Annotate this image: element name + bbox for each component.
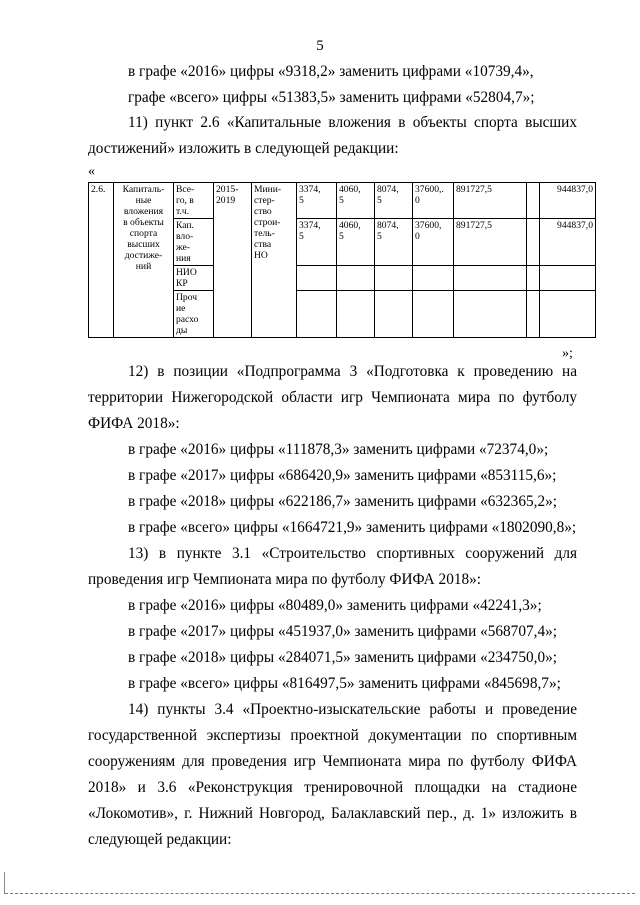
- text-line: сооружениям для проведения игр Чемпионата мира по футболу ФИФА: [88, 753, 577, 770]
- item-12-heading: 12) в позиции «Подпрограмма 3 «Подготовка к проведению на: [128, 363, 577, 380]
- cell-empty: [337, 291, 375, 338]
- text-line: в графе «2017» цифры «686420,9» заменить цифрами «853115,6»;: [128, 467, 557, 484]
- cell-empty: [540, 266, 596, 291]
- cell-value: 891727,5: [454, 183, 527, 219]
- cell-empty: [375, 291, 413, 338]
- cell-empty: [527, 291, 540, 338]
- cell-value: 3374, 5: [297, 183, 337, 219]
- item-11-heading: 11) пункт 2.6 «Капитальные вложения в объекты спорта высших: [128, 114, 577, 131]
- cell-value: 4060, 5: [337, 219, 375, 266]
- cell-empty: [413, 266, 454, 291]
- program-table: [88, 182, 596, 338]
- cell-source-total: Все- го, в т.ч.: [174, 183, 214, 219]
- cell-empty: [297, 291, 337, 338]
- cell-source-niokr: НИО КР: [174, 266, 214, 291]
- scan-edge-mark: [4, 872, 5, 894]
- text-line: «Локомотив», г. Нижний Новгород, Балаклавский пер., д. 1» изложить в: [88, 805, 577, 822]
- open-quote: «: [88, 164, 95, 179]
- page-number: 5: [316, 38, 324, 54]
- cell-value: 3374, 5: [297, 219, 337, 266]
- cell-value: 891727,5: [454, 219, 527, 266]
- text-line: в графе «2017» цифры «451937,0» заменить цифрами «568707,4»;: [128, 623, 557, 640]
- cell-source-other: Проч ие расхо ды: [174, 291, 214, 338]
- cell-empty: [337, 266, 375, 291]
- cell-source-capital: Кап. вло- же- ния: [174, 219, 214, 266]
- cell-value: [527, 219, 540, 266]
- text-line: ФИФА 2018»:: [88, 415, 180, 432]
- close-quote: »;: [562, 346, 573, 361]
- cell-value: 37600,. 0: [413, 183, 454, 219]
- text-line: в графе «всего» цифры «816497,5» заменить цифрами «845698,7»;: [128, 675, 561, 692]
- cell-value: 8074, 5: [375, 219, 413, 266]
- cell-value: 4060, 5: [337, 183, 375, 219]
- text-line: в графе «2018» цифры «622186,7» заменить цифрами «632365,2»;: [128, 493, 557, 510]
- text-line: в графе «всего» цифры «1664721,9» заменить цифрами «1802090,8»;: [128, 519, 577, 536]
- cell-empty: [540, 291, 596, 338]
- cell-empty: [297, 266, 337, 291]
- item-13-heading: 13) в пункте 3.1 «Строительство спортивных сооружений для: [128, 545, 577, 562]
- text-line: графе «всего» цифры «51383,5» заменить цифрами «52804,7»;: [128, 89, 535, 106]
- cell-name: Капиталь- ные вложения в объекты спорта высших достиже- ний: [114, 183, 174, 338]
- cell-empty: [454, 266, 527, 291]
- item-14-heading: 14) пункты 3.4 «Проектно-изыскательские работы и проведение: [128, 701, 577, 718]
- text-line: следующей редакции:: [88, 831, 232, 848]
- text-line: в графе «2016» цифры «9318,2» заменить цифрами «10739,4»,: [128, 63, 534, 80]
- cell-num: 2.6.: [89, 183, 114, 338]
- text-line: проведения игр Чемпионата мира по футболу ФИФА 2018»:: [88, 571, 482, 588]
- cell-total: 944837,0: [540, 219, 596, 266]
- text-line: 2018» и 3.6 «Реконструкция тренировочной площадки на стадионе: [88, 779, 577, 796]
- text-line: территории Нижегородской области игр Чемпионата мира по футболу: [88, 389, 577, 406]
- text-line: в графе «2016» цифры «80489,0» заменить цифрами «42241,3»;: [128, 597, 542, 614]
- cell-empty: [375, 266, 413, 291]
- cell-empty: [454, 291, 527, 338]
- text-line: в графе «2016» цифры «111878,3» заменить цифрами «72374,0»;: [128, 441, 549, 458]
- cell-value: [527, 183, 540, 219]
- cell-empty: [413, 291, 454, 338]
- text-line: достижений» изложить в следующей редакции:: [88, 140, 399, 157]
- cell-executor: Мини- стер- ство строи- тель- ства НО: [252, 183, 297, 338]
- text-line: в графе «2018» цифры «284071,5» заменить цифрами «234750,0»;: [128, 649, 557, 666]
- cell-value: 8074, 5: [375, 183, 413, 219]
- cell-period: 2015- 2019: [214, 183, 252, 338]
- text-line: государственной экспертизы проектной документации по спортивным: [88, 727, 577, 744]
- cell-value: 37600, 0: [413, 219, 454, 266]
- cell-total: 944837,0: [540, 183, 596, 219]
- cell-empty: [527, 266, 540, 291]
- scan-bottom-edge: [5, 893, 635, 894]
